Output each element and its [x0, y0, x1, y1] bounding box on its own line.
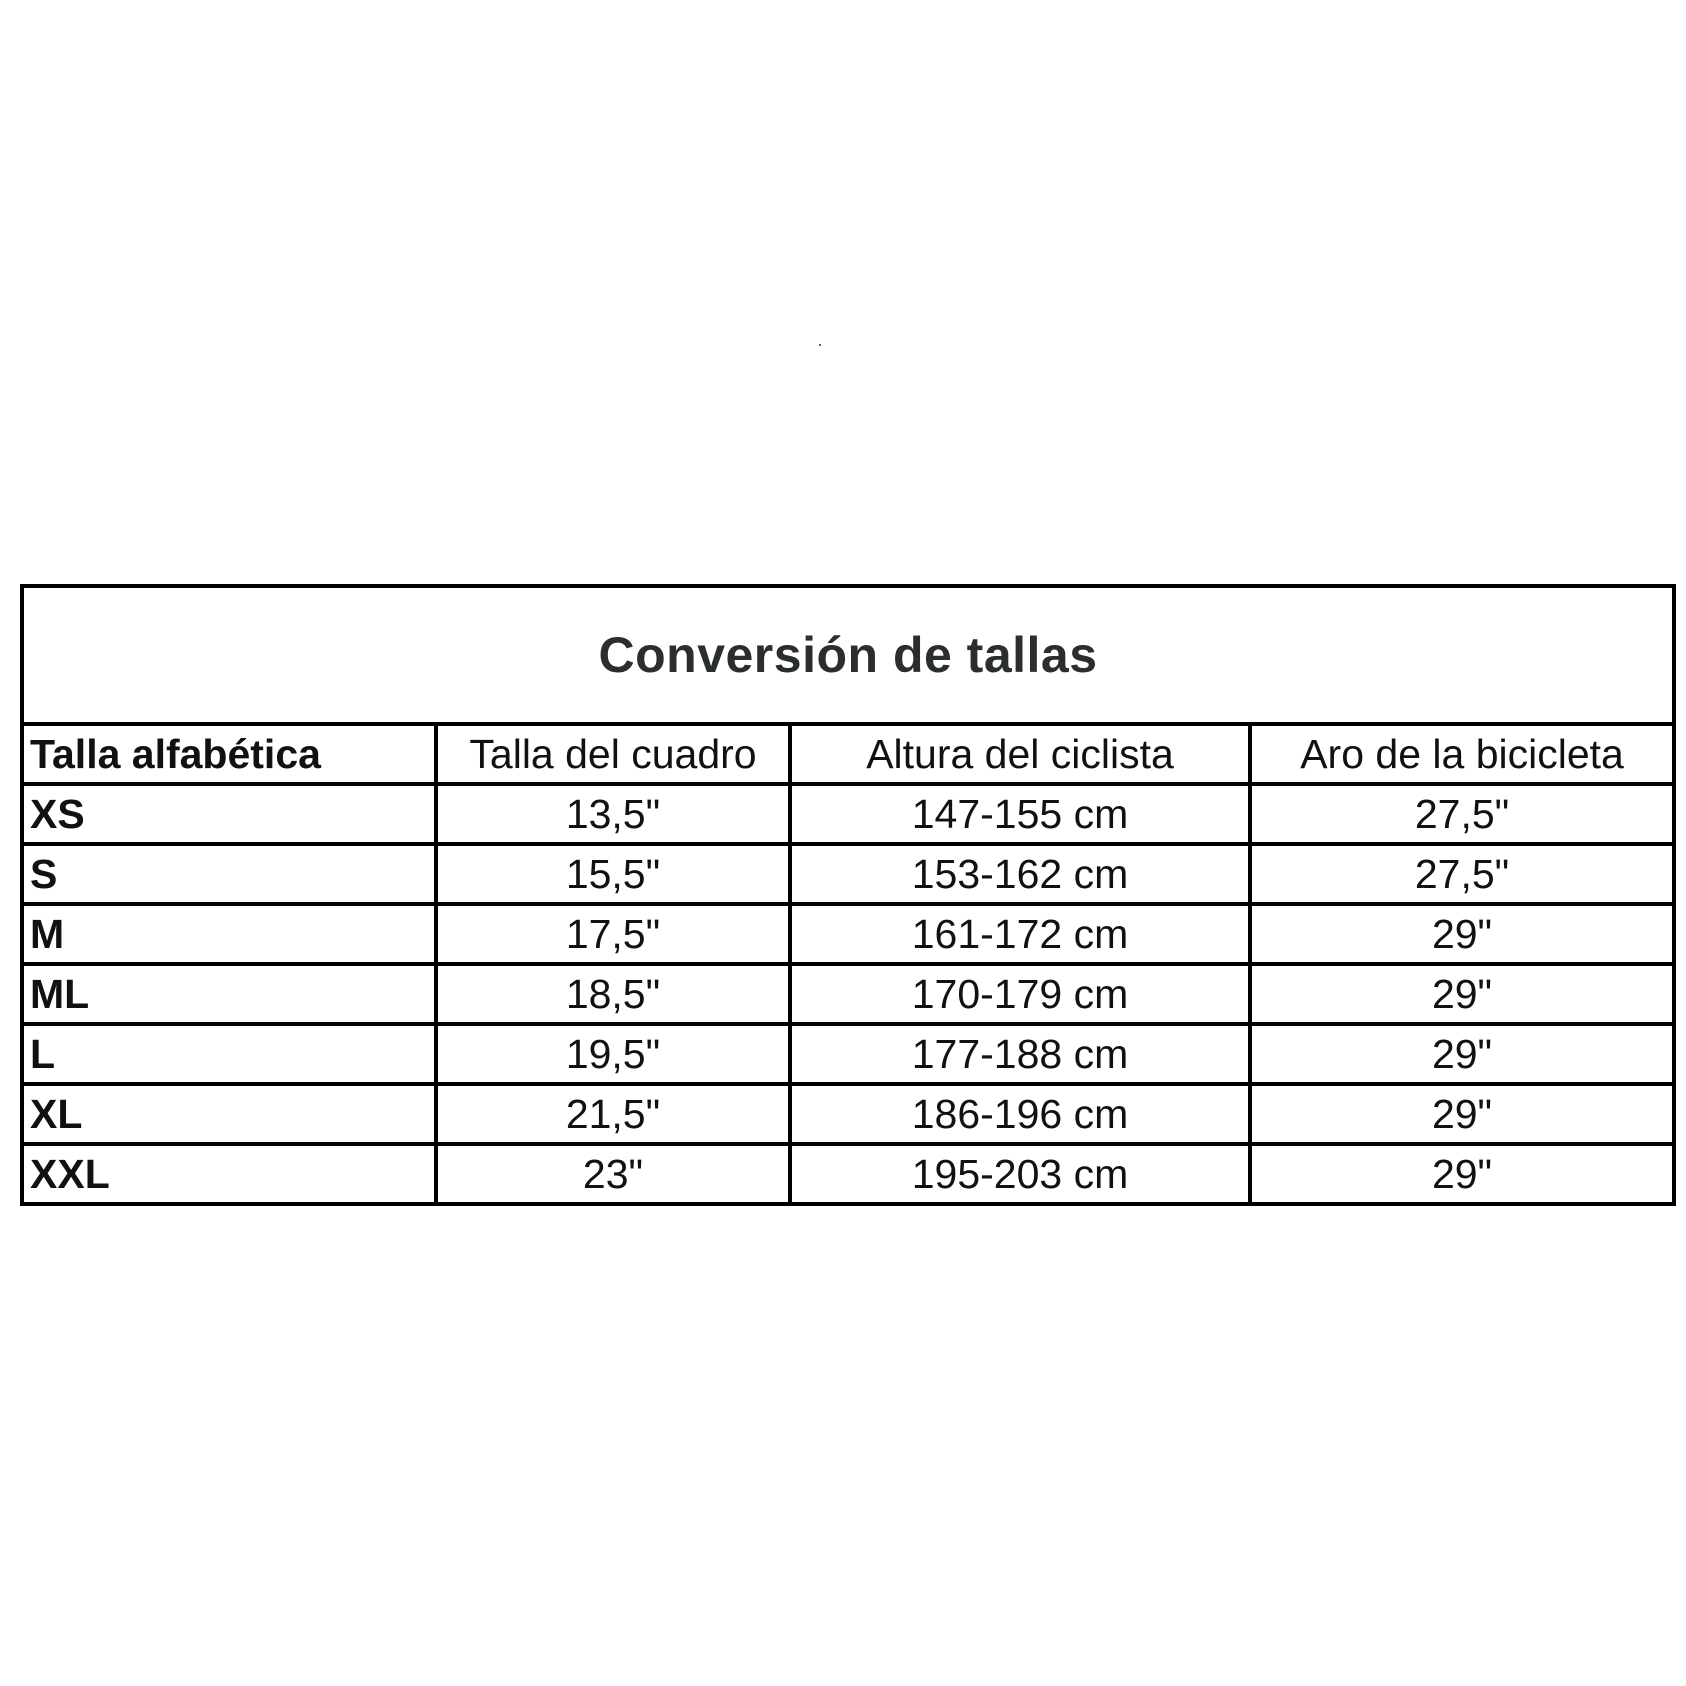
header-letter-size: Talla alfabética	[22, 724, 436, 784]
header-frame-size: Talla del cuadro	[436, 724, 790, 784]
table-row	[22, 844, 1674, 904]
table-row	[22, 964, 1674, 1024]
cell-wheel-size: 29"	[1250, 1144, 1674, 1204]
cell-rider-height: 161-172 cm	[790, 904, 1250, 964]
cell-letter-size: XL	[22, 1084, 436, 1144]
cell-rider-height: 186-196 cm	[790, 1084, 1250, 1144]
cell-letter-size: S	[22, 844, 436, 904]
cell-rider-height: 170-179 cm	[790, 964, 1250, 1024]
cell-frame-size: 23"	[436, 1144, 790, 1204]
cell-letter-size: L	[22, 1024, 436, 1084]
cell-letter-size: ML	[22, 964, 436, 1024]
table-row	[22, 1024, 1674, 1084]
table-row	[22, 784, 1674, 844]
cell-frame-size: 18,5"	[436, 964, 790, 1024]
cell-rider-height: 177-188 cm	[790, 1024, 1250, 1084]
table-row	[22, 904, 1674, 964]
table-row	[22, 1144, 1674, 1204]
stray-dot	[819, 344, 821, 346]
cell-frame-size: 13,5"	[436, 784, 790, 844]
cell-wheel-size: 29"	[1250, 1084, 1674, 1144]
table-title: Conversión de tallas	[22, 586, 1674, 724]
cell-rider-height: 147-155 cm	[790, 784, 1250, 844]
cell-wheel-size: 29"	[1250, 964, 1674, 1024]
cell-letter-size: M	[22, 904, 436, 964]
size-conversion-table	[20, 584, 1676, 1206]
cell-rider-height: 153-162 cm	[790, 844, 1250, 904]
title-row	[22, 586, 1674, 724]
cell-frame-size: 15,5"	[436, 844, 790, 904]
cell-rider-height: 195-203 cm	[790, 1144, 1250, 1204]
cell-frame-size: 17,5"	[436, 904, 790, 964]
cell-frame-size: 21,5"	[436, 1084, 790, 1144]
cell-frame-size: 19,5"	[436, 1024, 790, 1084]
cell-wheel-size: 27,5"	[1250, 784, 1674, 844]
header-rider-height: Altura del ciclista	[790, 724, 1250, 784]
cell-wheel-size: 29"	[1250, 1024, 1674, 1084]
cell-letter-size: XS	[22, 784, 436, 844]
header-wheel-size: Aro de la bicicleta	[1250, 724, 1674, 784]
cell-wheel-size: 27,5"	[1250, 844, 1674, 904]
cell-letter-size: XXL	[22, 1144, 436, 1204]
cell-wheel-size: 29"	[1250, 904, 1674, 964]
header-row	[22, 724, 1674, 784]
table-row	[22, 1084, 1674, 1144]
